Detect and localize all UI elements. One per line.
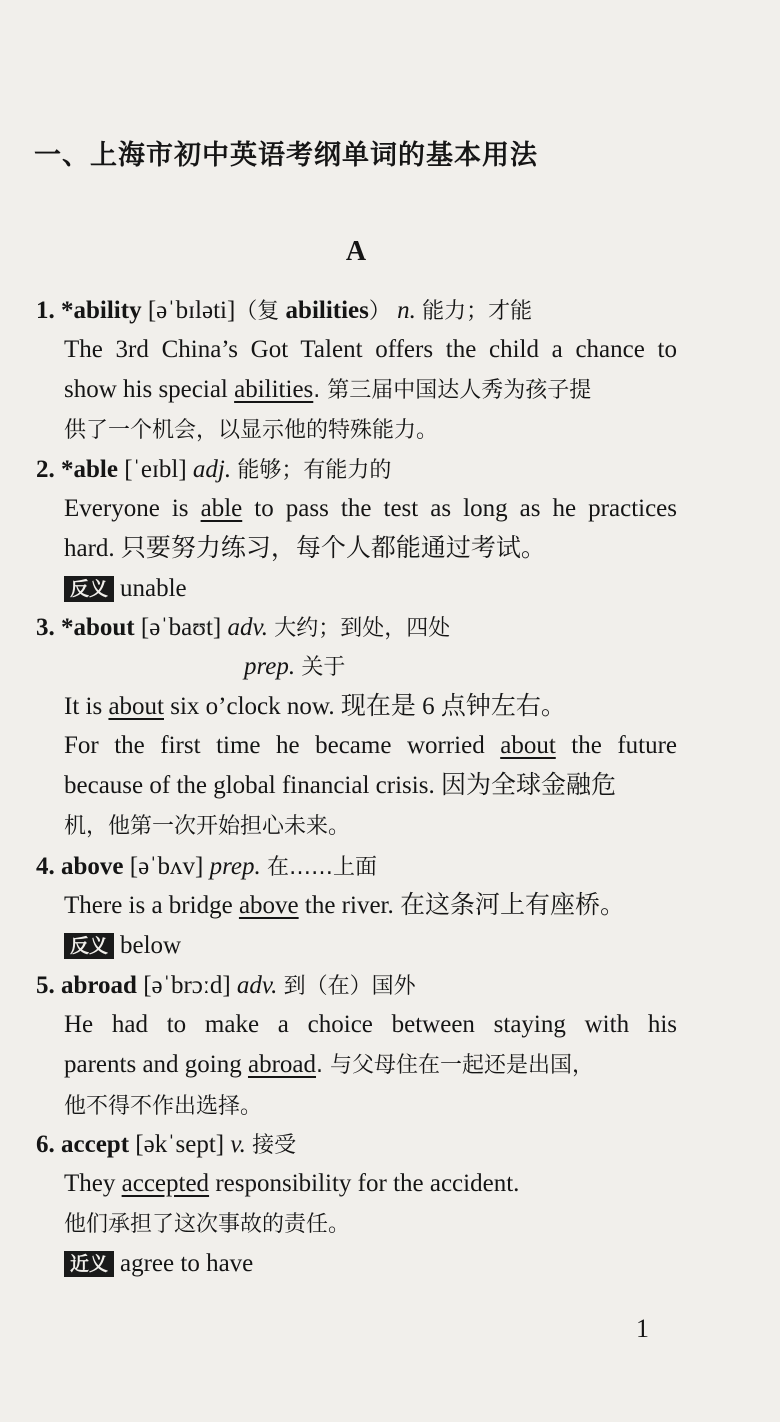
antonym-line: [64, 931, 181, 961]
example-line: parents and going abroad. 与父母住在一起还是出国，: [64, 1051, 595, 1078]
meaning: 在……上面: [266, 855, 377, 880]
headword: above: [61, 853, 124, 880]
synonym-line: [64, 1249, 253, 1279]
antonym-line: [64, 574, 187, 604]
part-of-speech: n.: [397, 297, 416, 324]
antonym-badge: 反义: [64, 933, 114, 959]
letter-heading: A: [345, 236, 367, 267]
example-line: He had to make a choice between staying with his: [64, 1011, 677, 1038]
example-line: There is a bridge above the river. 在这条河上有座桥。: [64, 892, 625, 919]
keyword-underlined: able: [200, 495, 243, 522]
entry-number: 4.: [36, 853, 55, 880]
part-of-speech: prep.: [209, 853, 261, 880]
example-translation: 供了一个机会，以显示他的特殊能力。: [64, 418, 439, 443]
entry-number: 1.: [36, 297, 55, 324]
example-line: Everyone is able to pass the test as long as he practices: [64, 495, 678, 522]
meaning: 大约；到处，四处: [274, 616, 451, 641]
headword: *able: [61, 456, 118, 483]
example-line: show his special abilities. 第三届中国达人秀为孩子提: [64, 376, 592, 403]
entry-ability-heading: [36, 296, 532, 327]
example-line: It is about six o’clock now. 现在是 6 点钟左右。: [64, 693, 566, 720]
keyword-underlined: accepted: [121, 1170, 210, 1197]
entry-able-heading: [36, 455, 391, 486]
example-line: They accepted responsibility for the accident.: [64, 1170, 520, 1197]
keyword-underlined: about: [108, 693, 164, 720]
example-line: because of the global financial crisis. 因为全球金融危: [64, 772, 616, 799]
part-of-speech: adj.: [192, 456, 232, 483]
headword: abroad: [61, 972, 137, 999]
headword: accept: [61, 1131, 130, 1158]
section-title: 一、上海市初中英语考纲单词的基本用法: [34, 140, 538, 171]
example-line: For the first time he became worried about the future: [64, 732, 678, 759]
meaning: 接受: [252, 1133, 297, 1158]
part-of-speech: v.: [230, 1131, 246, 1158]
antonym-word: unable: [120, 575, 187, 602]
entry-above-heading: [36, 852, 377, 883]
plural-suffix: ）: [368, 299, 391, 324]
headword: *about: [61, 614, 135, 641]
meaning: 能力；才能: [422, 299, 533, 324]
phonetic: [əˈbʌv]: [129, 853, 204, 880]
entry-number: 2.: [36, 456, 55, 483]
keyword-underlined: above: [238, 892, 299, 919]
entry-number: 6.: [36, 1131, 55, 1158]
synonym-badge: 近义: [64, 1251, 114, 1277]
phonetic: [ˈeɪbl]: [124, 456, 187, 483]
phonetic: [əˈbaʊt]: [140, 614, 222, 641]
meaning: 能够；有能力的: [237, 458, 392, 483]
meaning: 到（在）国外: [283, 974, 416, 999]
phonetic: [əˈbɪləti]: [147, 297, 236, 324]
plural-prefix: （复: [235, 299, 280, 324]
page-number: 1: [636, 1314, 649, 1343]
antonym-word: below: [120, 932, 182, 959]
antonym-badge: 反义: [64, 576, 114, 602]
part-of-speech: adv.: [236, 972, 278, 999]
keyword-underlined: about: [500, 732, 556, 759]
entry-number: 3.: [36, 614, 55, 641]
example-line: hard. 只要努力练习，每个人都能通过考试。: [64, 535, 546, 562]
keyword-underlined: abroad: [247, 1051, 317, 1078]
headword: *ability: [61, 297, 142, 324]
plural-word: abilities: [285, 297, 369, 324]
example-line: The 3rd China’s Got Talent offers the child a chance to: [64, 336, 677, 363]
entry-accept-heading: [36, 1130, 296, 1161]
entry-number: 5.: [36, 972, 55, 999]
meaning: 关于: [301, 655, 346, 680]
part-of-speech: prep.: [244, 653, 296, 680]
keyword-underlined: abilities: [234, 376, 314, 403]
entry-about-heading: [36, 613, 450, 644]
example-translation: 机，他第一次开始担心未来。: [64, 814, 351, 839]
phonetic: [əˈbrɔːd]: [143, 972, 231, 999]
phonetic: [əkˈsept]: [135, 1131, 225, 1158]
example-translation: 他不得不作出选择。: [64, 1094, 263, 1119]
second-sense: [244, 652, 345, 683]
part-of-speech: adv.: [227, 614, 268, 641]
example-translation: 他们承担了这次事故的责任。: [64, 1212, 351, 1237]
synonym-word: agree to have: [120, 1250, 254, 1277]
entry-abroad-heading: [36, 971, 416, 1002]
